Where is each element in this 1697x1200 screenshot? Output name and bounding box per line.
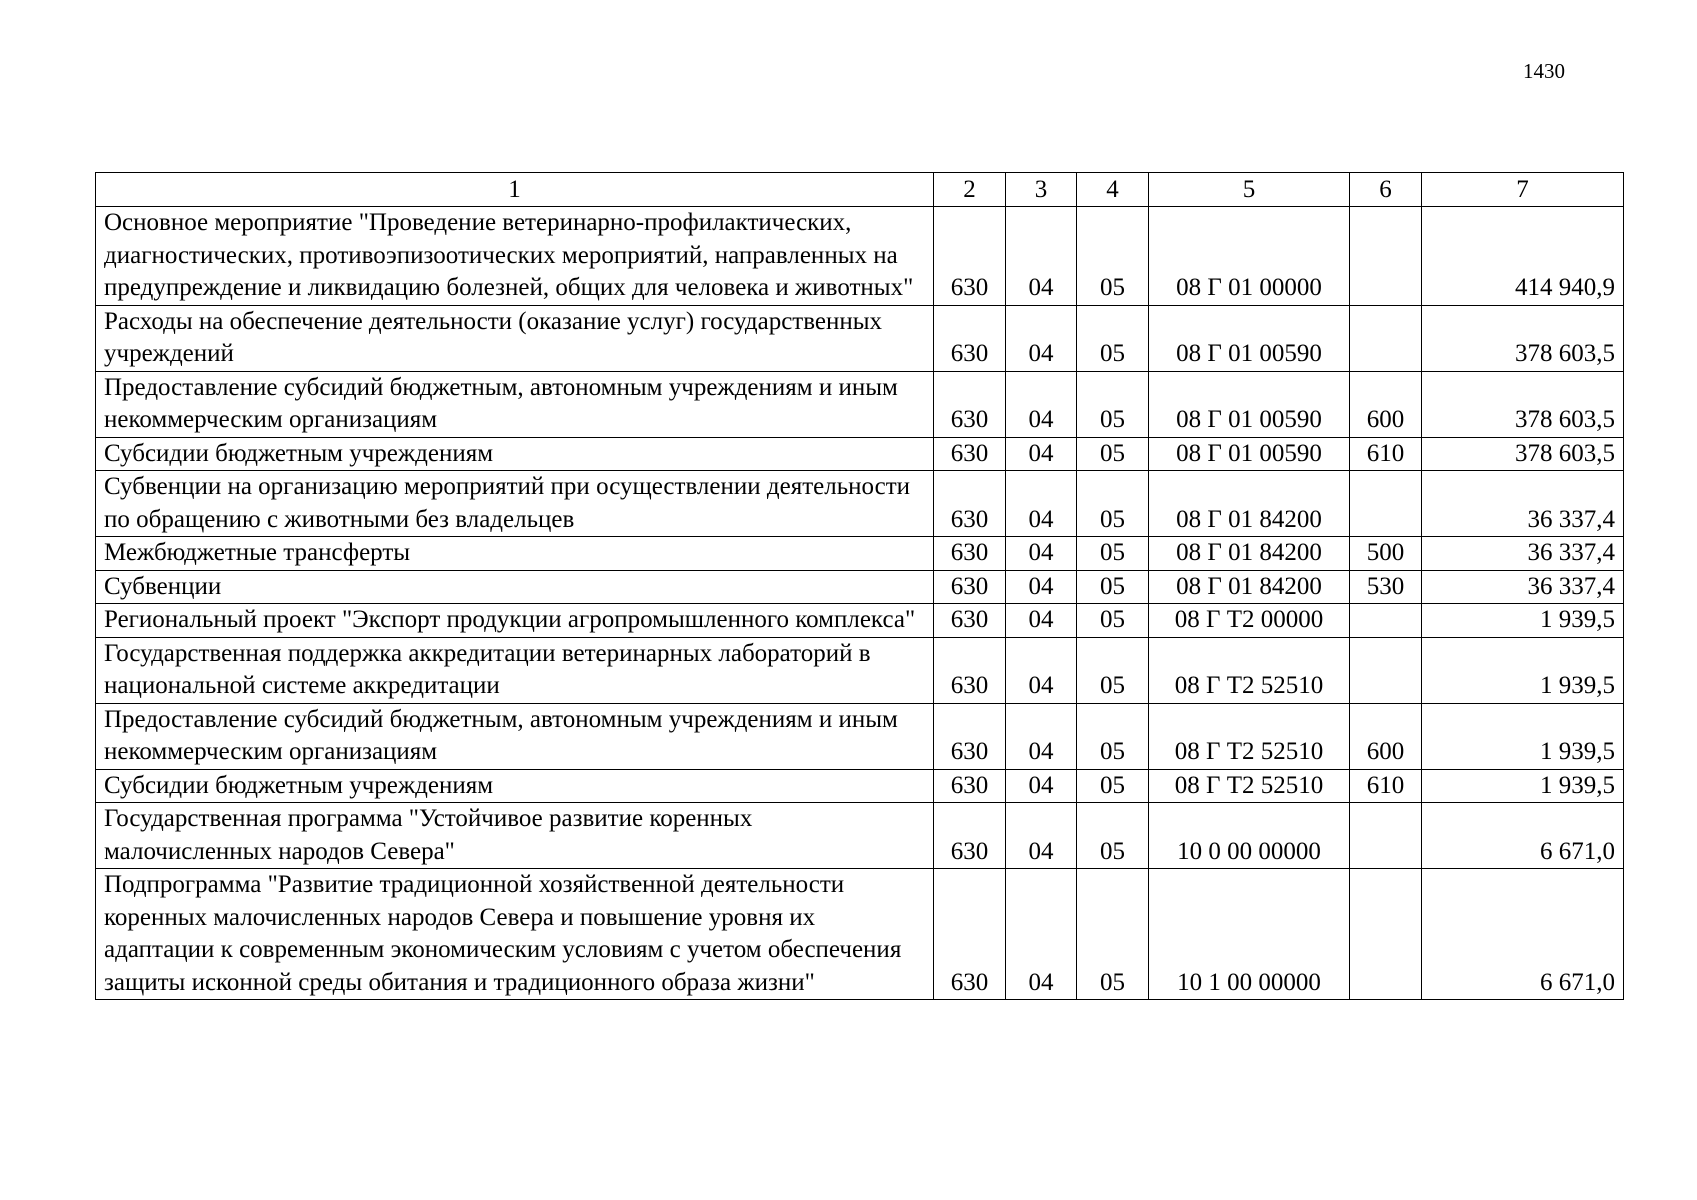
target-article-cell: 08 Г 01 00590 (1149, 305, 1350, 371)
target-article-cell: 08 Г Т2 52510 (1149, 769, 1350, 803)
target-article-cell: 10 1 00 00000 (1149, 869, 1350, 1000)
column-header-3: 3 (1006, 173, 1077, 207)
table-row (96, 637, 1624, 703)
grbs-code-cell: 630 (934, 305, 1006, 371)
expense-type-cell (1350, 869, 1422, 1000)
table-row (96, 803, 1624, 869)
grbs-code-cell: 630 (934, 803, 1006, 869)
target-article-cell: 08 Г Т2 00000 (1149, 604, 1350, 638)
target-article-cell: 08 Г Т2 52510 (1149, 637, 1350, 703)
expense-type-cell (1350, 207, 1422, 306)
row-name-cell: Субсидии бюджетным учреждениям (96, 437, 934, 471)
expense-type-cell: 500 (1350, 537, 1422, 571)
grbs-code-cell: 630 (934, 471, 1006, 537)
amount-cell: 414 940,9 (1422, 207, 1624, 306)
grbs-code-cell: 630 (934, 207, 1006, 306)
target-article-cell: 08 Г 01 84200 (1149, 537, 1350, 571)
expense-type-cell (1350, 604, 1422, 638)
table-row (96, 305, 1624, 371)
budget-table (95, 172, 1624, 1000)
amount-cell: 1 939,5 (1422, 637, 1624, 703)
amount-cell: 6 671,0 (1422, 803, 1624, 869)
amount-cell: 36 337,4 (1422, 570, 1624, 604)
row-name-cell: Субвенции на организацию мероприятий при осуществлении деятельности по обращению с животными без владельцев (96, 471, 934, 537)
subsection-code-cell: 05 (1077, 570, 1149, 604)
row-name-cell: Субсидии бюджетным учреждениям (96, 769, 934, 803)
expense-type-cell: 610 (1350, 769, 1422, 803)
amount-cell: 6 671,0 (1422, 869, 1624, 1000)
amount-cell: 378 603,5 (1422, 437, 1624, 471)
amount-cell: 36 337,4 (1422, 471, 1624, 537)
row-name-cell: Межбюджетные трансферты (96, 537, 934, 571)
target-article-cell: 08 Г 01 84200 (1149, 471, 1350, 537)
subsection-code-cell: 05 (1077, 471, 1149, 537)
target-article-cell: 08 Г Т2 52510 (1149, 703, 1350, 769)
column-header-4: 4 (1077, 173, 1149, 207)
target-article-cell: 10 0 00 00000 (1149, 803, 1350, 869)
target-article-cell: 08 Г 01 00000 (1149, 207, 1350, 306)
section-code-cell: 04 (1006, 869, 1077, 1000)
expense-type-cell (1350, 471, 1422, 537)
section-code-cell: 04 (1006, 437, 1077, 471)
section-code-cell: 04 (1006, 471, 1077, 537)
row-name-cell: Основное мероприятие "Проведение ветеринарно-профилактических, диагностических, противоэпизоотических мероприятий, направленных на предупреждение и ликвидацию болезней, общих для человека и животных" (96, 207, 934, 306)
subsection-code-cell: 05 (1077, 207, 1149, 306)
subsection-code-cell: 05 (1077, 537, 1149, 571)
target-article-cell: 08 Г 01 84200 (1149, 570, 1350, 604)
header-row (96, 173, 1624, 207)
grbs-code-cell: 630 (934, 437, 1006, 471)
amount-cell: 1 939,5 (1422, 769, 1624, 803)
expense-type-cell: 610 (1350, 437, 1422, 471)
column-header-5: 5 (1149, 173, 1350, 207)
table-row (96, 371, 1624, 437)
section-code-cell: 04 (1006, 207, 1077, 306)
table-row (96, 769, 1624, 803)
section-code-cell: 04 (1006, 570, 1077, 604)
subsection-code-cell: 05 (1077, 604, 1149, 638)
amount-cell: 1 939,5 (1422, 604, 1624, 638)
grbs-code-cell: 630 (934, 637, 1006, 703)
amount-cell: 36 337,4 (1422, 537, 1624, 571)
section-code-cell: 04 (1006, 371, 1077, 437)
section-code-cell: 04 (1006, 803, 1077, 869)
amount-cell: 1 939,5 (1422, 703, 1624, 769)
row-name-cell: Подпрограмма "Развитие традиционной хозяйственной деятельности коренных малочисленных народов Севера и повышение уровня их адаптации к современным экономическим условиям с учетом обеспечения защиты исконной среды обитания и традиционного образа жизни" (96, 869, 934, 1000)
table-row (96, 471, 1624, 537)
subsection-code-cell: 05 (1077, 803, 1149, 869)
column-header-1: 1 (96, 173, 934, 207)
table-row (96, 570, 1624, 604)
subsection-code-cell: 05 (1077, 637, 1149, 703)
grbs-code-cell: 630 (934, 769, 1006, 803)
expense-type-cell: 530 (1350, 570, 1422, 604)
table-row (96, 437, 1624, 471)
row-name-cell: Субвенции (96, 570, 934, 604)
column-header-7: 7 (1422, 173, 1624, 207)
section-code-cell: 04 (1006, 769, 1077, 803)
amount-cell: 378 603,5 (1422, 305, 1624, 371)
expense-type-cell: 600 (1350, 703, 1422, 769)
table-row (96, 604, 1624, 638)
grbs-code-cell: 630 (934, 703, 1006, 769)
column-header-2: 2 (934, 173, 1006, 207)
section-code-cell: 04 (1006, 637, 1077, 703)
subsection-code-cell: 05 (1077, 869, 1149, 1000)
grbs-code-cell: 630 (934, 570, 1006, 604)
table-row (96, 703, 1624, 769)
table-row (96, 537, 1624, 571)
grbs-code-cell: 630 (934, 537, 1006, 571)
page-number: 1430 (1523, 59, 1565, 83)
expense-type-cell (1350, 803, 1422, 869)
section-code-cell: 04 (1006, 305, 1077, 371)
expense-type-cell: 600 (1350, 371, 1422, 437)
section-code-cell: 04 (1006, 703, 1077, 769)
subsection-code-cell: 05 (1077, 703, 1149, 769)
section-code-cell: 04 (1006, 537, 1077, 571)
target-article-cell: 08 Г 01 00590 (1149, 371, 1350, 437)
target-article-cell: 08 Г 01 00590 (1149, 437, 1350, 471)
subsection-code-cell: 05 (1077, 305, 1149, 371)
subsection-code-cell: 05 (1077, 437, 1149, 471)
amount-cell: 378 603,5 (1422, 371, 1624, 437)
row-name-cell: Предоставление субсидий бюджетным, автономным учреждениям и иным некоммерческим организациям (96, 703, 934, 769)
expense-type-cell (1350, 305, 1422, 371)
grbs-code-cell: 630 (934, 604, 1006, 638)
subsection-code-cell: 05 (1077, 371, 1149, 437)
row-name-cell: Расходы на обеспечение деятельности (оказание услуг) государственных учреждений (96, 305, 934, 371)
grbs-code-cell: 630 (934, 869, 1006, 1000)
section-code-cell: 04 (1006, 604, 1077, 638)
grbs-code-cell: 630 (934, 371, 1006, 437)
column-header-6: 6 (1350, 173, 1422, 207)
table-row (96, 207, 1624, 306)
row-name-cell: Государственная программа "Устойчивое развитие коренных малочисленных народов Севера" (96, 803, 934, 869)
row-name-cell: Региональный проект "Экспорт продукции агропромышленного комплекса" (96, 604, 934, 638)
subsection-code-cell: 05 (1077, 769, 1149, 803)
table-row (96, 869, 1624, 1000)
expense-type-cell (1350, 637, 1422, 703)
row-name-cell: Предоставление субсидий бюджетным, автономным учреждениям и иным некоммерческим организациям (96, 371, 934, 437)
row-name-cell: Государственная поддержка аккредитации ветеринарных лабораторий в национальной системе аккредитации (96, 637, 934, 703)
